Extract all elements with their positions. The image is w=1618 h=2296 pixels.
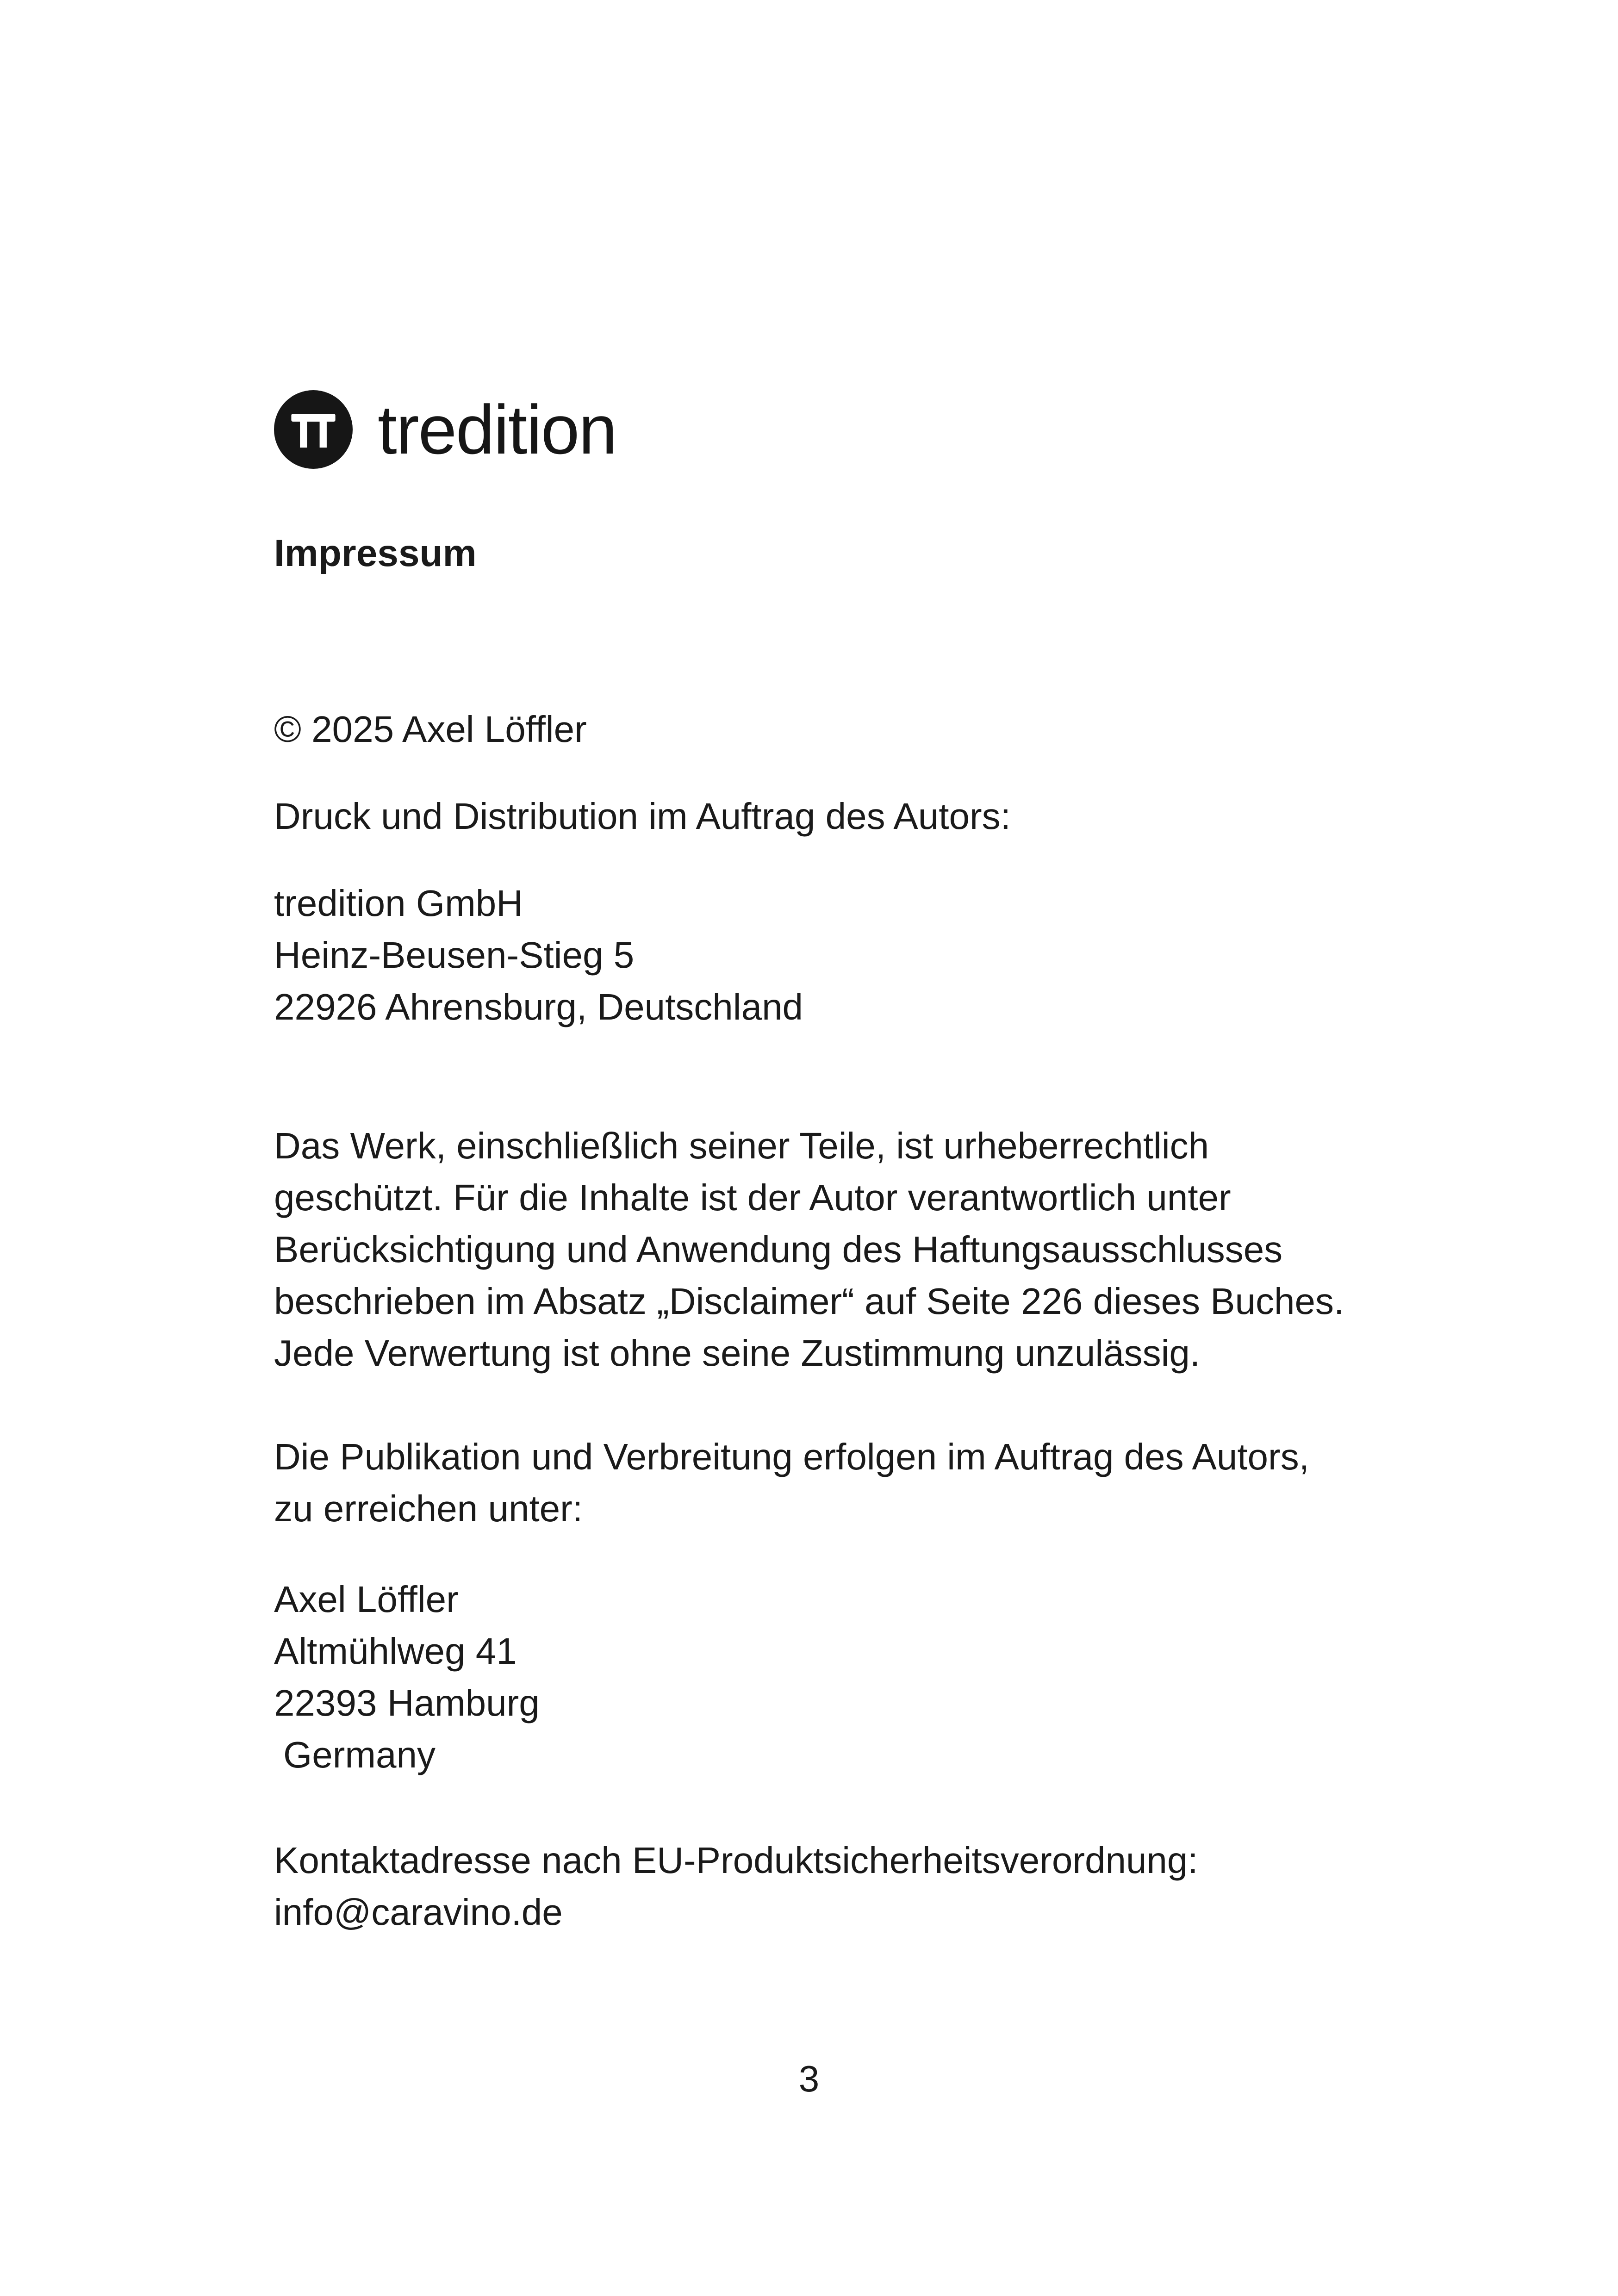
publisher-name: tredition GmbH bbox=[274, 883, 523, 924]
contact-block bbox=[274, 1835, 1198, 1938]
publisher-address bbox=[274, 877, 803, 1033]
publisher-city: 22926 Ahrensburg, Deutschland bbox=[274, 986, 803, 1027]
publisher-street: Heinz-Beusen-Stieg 5 bbox=[274, 934, 635, 976]
legal-line: geschützt. Für die Inhalte ist der Autor verantwortlich unter bbox=[274, 1177, 1231, 1218]
author-city: 22393 Hamburg bbox=[274, 1682, 540, 1724]
legal-line: beschrieben im Absatz „Disclaimer“ auf Seite 226 dieses Buches. bbox=[274, 1281, 1344, 1322]
tredition-logo-icon bbox=[274, 390, 353, 469]
legal-line: Berücksichtigung und Anwendung des Haftungsausschlusses bbox=[274, 1229, 1283, 1270]
author-street: Altmühlweg 41 bbox=[274, 1630, 517, 1672]
publication-line: zu erreichen unter: bbox=[274, 1488, 583, 1529]
legal-line: Jede Verwertung ist ohne seine Zustimmung unzulässig. bbox=[274, 1332, 1201, 1374]
legal-paragraph bbox=[274, 1120, 1344, 1379]
page-number: 3 bbox=[798, 2058, 820, 2099]
author-address bbox=[274, 1574, 540, 1781]
publisher-logo bbox=[274, 388, 616, 471]
author-country: Germany bbox=[283, 1734, 436, 1775]
author-name: Axel Löffler bbox=[274, 1579, 459, 1620]
page-heading: Impressum bbox=[274, 532, 477, 574]
contact-email[interactable]: info@caravino.de bbox=[274, 1892, 563, 1933]
legal-line: Das Werk, einschließlich seiner Teile, ist urheberrechtlich bbox=[274, 1125, 1209, 1166]
publication-paragraph bbox=[274, 1431, 1309, 1535]
publication-line: Die Publikation und Verbreitung erfolgen im Auftrag des Autors, bbox=[274, 1436, 1309, 1477]
print-distribution-note: Druck und Distribution im Auftrag des Autors: bbox=[274, 796, 1011, 837]
contact-label: Kontaktadresse nach EU-Produktsicherheitsverordnung: bbox=[274, 1840, 1198, 1881]
copyright-line: © 2025 Axel Löffler bbox=[274, 709, 587, 750]
logo-wordmark: tredition bbox=[378, 391, 616, 468]
